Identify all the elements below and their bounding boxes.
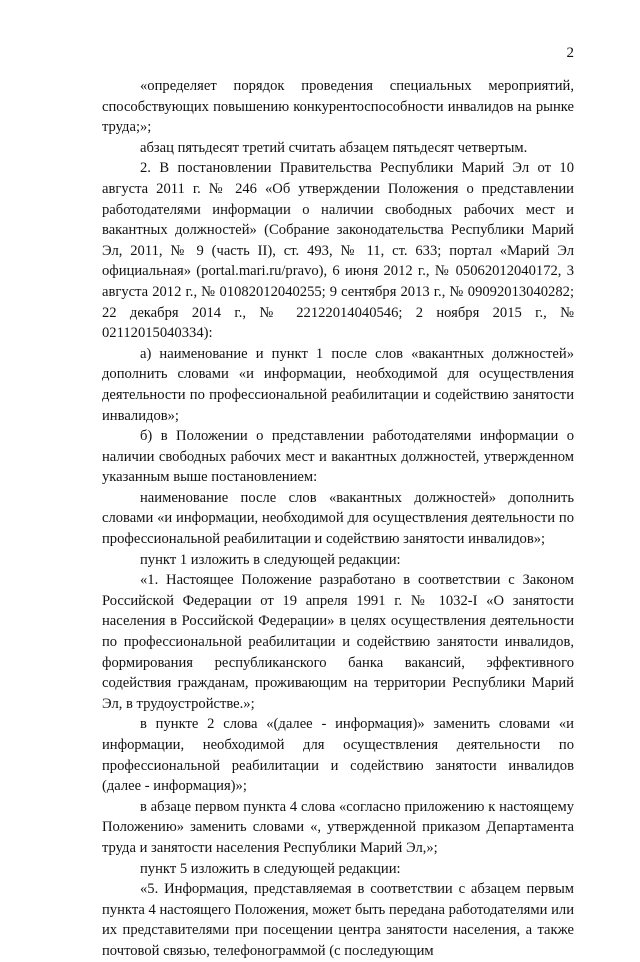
paragraph-item-2-intro: 2. В постановлении Правительства Республики Марий Эл от 10 августа 2011 г. № 246 «Об утверждении Положения о представлении работодателями информации о наличии свободных рабочих мест и вакантных должностей» (Собрание законодательства Республики Марий Эл, 2011, № 9 (часть II), ст. 493, № 11, ст. 633; портал «Марий Эл официальная» (portal.mari.ru/pravo), 6 июня 2012 г., № 05062012040172, 3 августа 2012 г., № 01082012040255; 9 сентября 2013 г., № 09092013040282; 22 декабря 2014 г., № 22122014040546; 2 ноября 2015 г., № 02112015040334): — [102, 160, 574, 342]
page-number: 2 — [566, 45, 574, 61]
paragraph-renumber-abzac: абзац пятьдесят третий считать абзацем пятьдесят четвертым. — [140, 139, 528, 156]
paragraph-point-1-intro: пункт 1 изложить в следующей редакции: — [140, 551, 401, 568]
paragraph-point-5-text: «5. Информация, представляемая в соответствии с абзацем первым пункта 4 настоящего Положения, может быть передана работодателями или их представителями при посещении центра занятости населения, а также почтовой связью, телефонограммой (с последующим — [102, 881, 574, 959]
paragraph-point-2-amendment: в пункте 2 слова «(далее - информация)» заменить словами «и информации, необходимой для осуществления деятельности по профессиональной реабилитации и содействию занятости инвалидов (далее - информация)»; — [102, 716, 574, 795]
paragraph-title-amendment: наименование после слов «вакантных должностей» дополнить словами «и информации, необходимой для осуществления деятельности по профессиональной реабилитации и содействию занятости инвалидов»; — [102, 489, 574, 548]
paragraph-point-4-amendment: в абзаце первом пункта 4 слова «согласно приложению к настоящему Положению» заменить словами «, утвержденной приказом Департамента труда и занятости населения Республики Марий Эл,»; — [102, 798, 574, 856]
document-body — [102, 76, 574, 962]
paragraph-point-5-intro: пункт 5 изложить в следующей редакции: — [140, 860, 401, 877]
paragraph-subitem-b: б) в Положении о представлении работодателями информации о наличии свободных рабочих мест и вакантных должностей, утвержденном указанным выше постановлением: — [102, 428, 574, 486]
paragraph-point-1-text: «1. Настоящее Положение разработано в соответствии с Законом Российской Федерации от 19 апреля 1991 г. № 1032-I «О занятости населения в Российской Федерации» в целях осуществления деятельности по профессиональной реабилитации и содействию занятости инвалидов, формирования республиканского банка вакансий, эффективного содействия гражданам, проживающим на территории Республики Марий Эл, в трудоустройстве.»; — [102, 572, 574, 712]
paragraph-quote-special-measures: «определяет порядок проведения специальных мероприятий, способствующих повышению конкурентоспособности инвалидов на рынке труда;»; — [102, 78, 574, 136]
paragraph-subitem-a: а) наименование и пункт 1 после слов «вакантных должностей» дополнить словами «и информации, необходимой для осуществления деятельности по профессиональной реабилитации и содействию занятости инвалидов»; — [102, 345, 574, 424]
